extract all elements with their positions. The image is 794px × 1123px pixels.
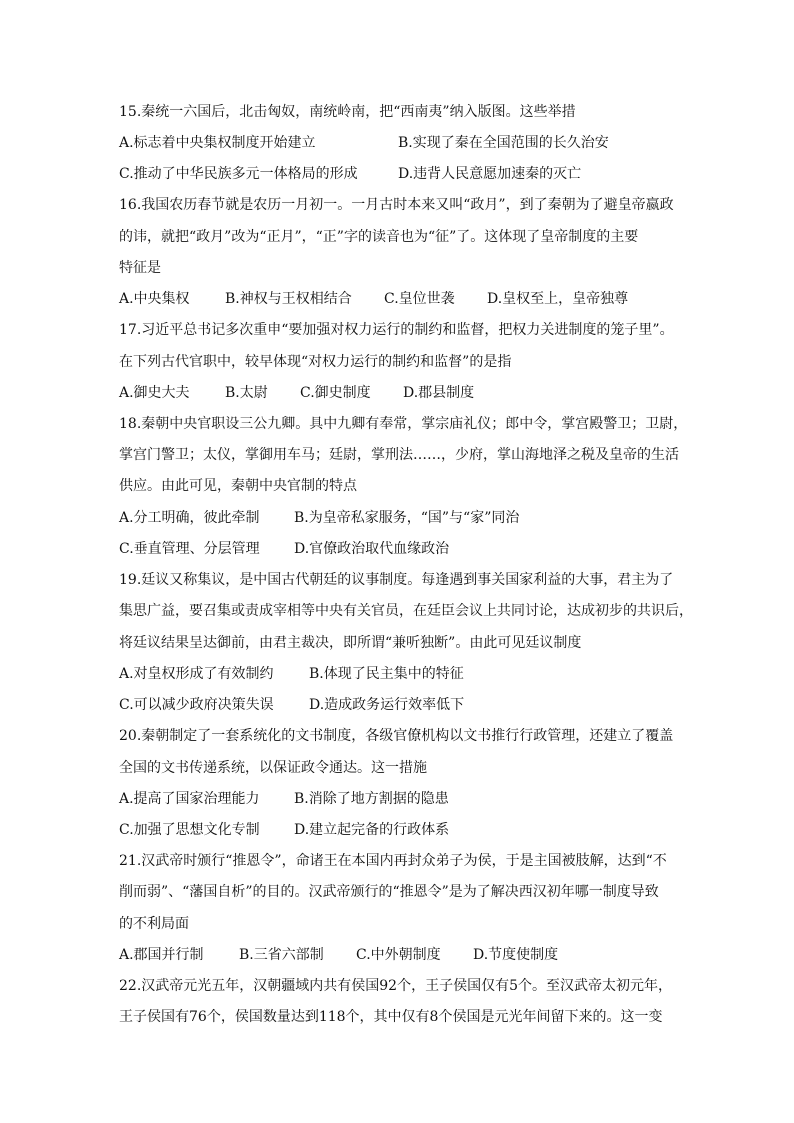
question-17-option-b: B.太尉 bbox=[225, 385, 268, 401]
question-16-stem-line-2: 的讳，就把“政月”改为“正月”，“正”字的读音也为“征”了。这体现了皇帝制度的主要 bbox=[119, 229, 639, 245]
question-18-option-c: C.垂直管理、分层管理 bbox=[119, 541, 260, 557]
question-16-stem-line-1: 16.我国农历春节就是农历一月初一。一月古时本来又叫“政月”，到了秦朝为了避皇帝嬴政 bbox=[119, 197, 674, 213]
question-19-stem-line-2: 集思广益，要召集或责成宰相等中央有关官员，在廷臣会议上共同讨论，达成初步的共识后， bbox=[119, 603, 693, 619]
question-18-stem-line-3: 供应。由此可见，秦朝中央官制的特点 bbox=[119, 478, 357, 494]
question-19-option-a: A.对皇权形成了有效制约 bbox=[119, 666, 274, 682]
question-21-option-a: A.郡国并行制 bbox=[119, 947, 204, 963]
question-16-option-d: D.皇权至上，皇帝独尊 bbox=[487, 291, 629, 307]
question-20-option-d: D.建立起完备的行政体系 bbox=[294, 822, 450, 838]
question-15-option-b: B.实现了秦在全国范围的长久治安 bbox=[398, 135, 609, 151]
question-16-option-b: B.神权与王权相结合 bbox=[225, 291, 352, 307]
question-21-option-b: B.三省六部制 bbox=[239, 947, 324, 963]
question-19-option-b: B.体现了民主集中的特征 bbox=[309, 666, 464, 682]
question-17-stem-line-1: 17.习近平总书记多次重申“要加强对权力运行的制约和监督，把权力关进制度的笼子里”。 bbox=[119, 322, 674, 338]
question-21-option-c: C.中外朝制度 bbox=[356, 947, 441, 963]
question-19-stem-line-3: 将廷议结果呈达御前，由君主裁决，即所谓“兼听独断”。由此可见廷议制度 bbox=[119, 635, 582, 651]
question-20-option-c: C.加强了思想文化专制 bbox=[119, 822, 260, 838]
question-19-option-c: C.可以减少政府决策失误 bbox=[119, 697, 274, 713]
question-18-stem-line-2: 掌宫门警卫；太仪，掌御用车马；廷尉，掌刑法……，少府，掌山海地泽之税及皇帝的生活 bbox=[119, 447, 679, 463]
question-18-option-d: D.官僚政治取代血缘政治 bbox=[294, 541, 450, 557]
question-21-stem-line-2: 削而弱”、“藩国自析”的目的。汉武帝颁行的“推恩令”是为了解决西汉初年哪一制度导致 bbox=[119, 884, 659, 900]
question-17-option-d: D.郡县制度 bbox=[403, 385, 475, 401]
question-19-stem-line-1: 19.廷议又称集议，是中国古代朝廷的议事制度。每逢遇到事关国家利益的大事，君主为了 bbox=[119, 572, 674, 588]
question-15-stem: 15.秦统一六国后，北击匈奴，南统岭南，把“西南夷”纳入版图。这些举措 bbox=[119, 104, 576, 120]
question-15-option-a: A.标志着中央集权制度开始建立 bbox=[119, 135, 316, 151]
question-22-stem-line-1: 22.汉武帝元光五年，汉朝疆域内共有侯国92个，王子侯国仅有5个。至汉武帝太初元年， bbox=[119, 978, 672, 994]
question-20-option-b: B.消除了地方割据的隐患 bbox=[294, 791, 449, 807]
question-20-stem-line-2: 全国的文书传递系统，以保证政令通达。这一措施 bbox=[119, 760, 427, 776]
question-16-option-c: C.皇位世袭 bbox=[384, 291, 455, 307]
question-22-stem-line-2: 王子侯国有76个，侯国数量达到118个，其中仅有8个侯国是元光年间留下来的。这一变 bbox=[119, 1009, 663, 1025]
question-16-option-a: A.中央集权 bbox=[119, 291, 190, 307]
question-15-option-c: C.推动了中华民族多元一体格局的形成 bbox=[119, 166, 358, 182]
question-18-option-a: A.分工明确，彼此牵制 bbox=[119, 510, 260, 526]
question-18-stem-line-1: 18.秦朝中央官职设三公九卿。具中九卿有奉常，掌宗庙礼仪；郎中令，掌宫殿警卫；卫尉， bbox=[119, 416, 688, 432]
question-20-option-a: A.提高了国家治理能力 bbox=[119, 791, 260, 807]
question-21-stem-line-1: 21.汉武帝时颁行“推恩令”，命诸王在本国内再封众弟子为侯，于是主国被肢解，达到“不 bbox=[119, 853, 667, 869]
question-15-option-d: D.违背人民意愿加速秦的灭亡 bbox=[398, 166, 582, 182]
question-21-option-d: D.节度使制度 bbox=[473, 947, 559, 963]
question-17-option-c: C.御史制度 bbox=[300, 385, 371, 401]
question-21-stem-line-3: 的不利局面 bbox=[119, 916, 189, 932]
question-16-stem-line-3: 特征是 bbox=[119, 260, 161, 276]
question-17-stem-line-2: 在下列古代官职中，较早体现“对权力运行的制约和监督”的是指 bbox=[119, 354, 512, 370]
question-20-stem-line-1: 20.秦朝制定了一套系统化的文书制度，各级官僚机构以文书推行行政管理，还建立了覆盖 bbox=[119, 728, 674, 744]
question-17-option-a: A.御史大夫 bbox=[119, 385, 190, 401]
question-18-option-b: B.为皇帝私家服务，“国”与“家”同治 bbox=[294, 510, 520, 526]
question-19-option-d: D.造成政务运行效率低下 bbox=[309, 697, 465, 713]
